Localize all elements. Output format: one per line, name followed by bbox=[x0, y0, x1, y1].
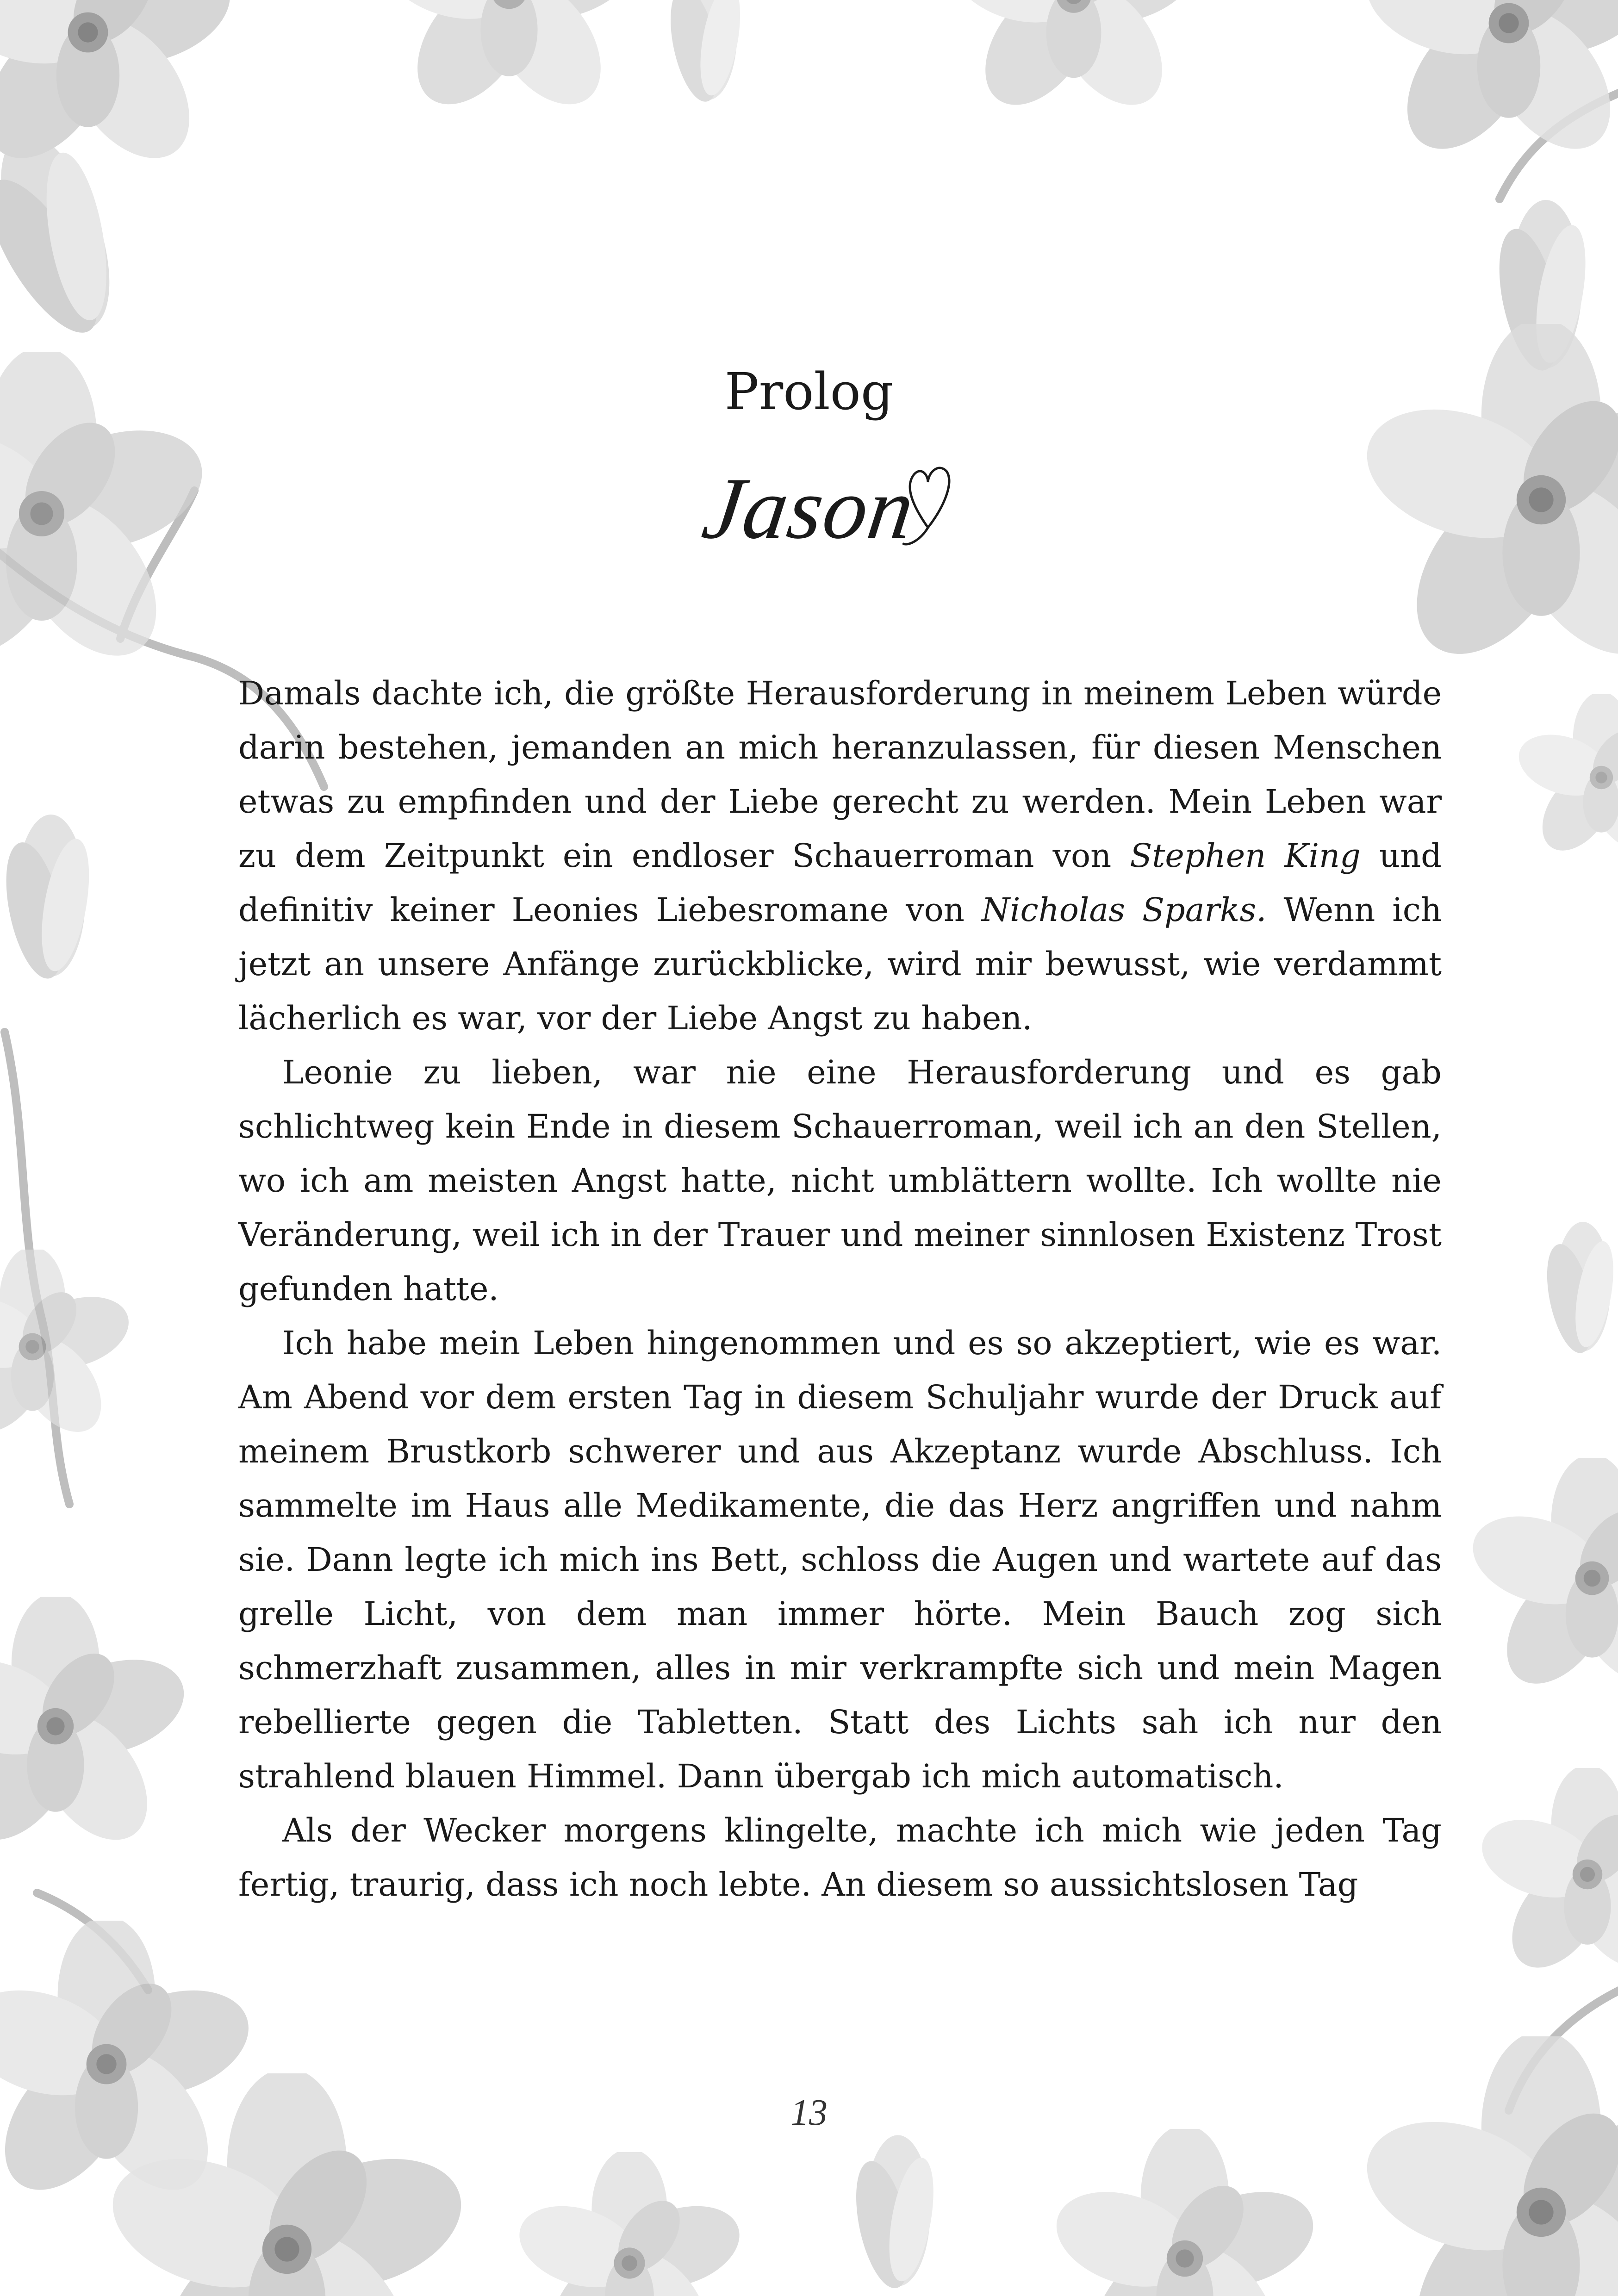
paragraph-2 bbox=[238, 1045, 1442, 1316]
paragraph-4-text: Als der Wecker morgens klingelte, machte ich mich wie jeden Tag fertig, traurig, dass ich noch lebte. An diesem so aussichtslosen Tag bbox=[238, 1811, 1442, 1904]
book-author-nicholas-sparks: Nicholas Sparks. bbox=[981, 891, 1267, 929]
paragraph-1-part-2: und definitiv keiner Leonies Liebesromane von bbox=[238, 837, 1442, 929]
paragraph-1 bbox=[238, 666, 1442, 1045]
heart-icon bbox=[902, 458, 953, 551]
paragraph-3-text: Ich habe mein Leben hingenommen und es so akzeptiert, wie es war. Am Abend vor dem ersten Tag in diesem Schuljahr wurde der Druck auf meinem Brustkorb schwerer und aus Akzeptanz wurde Abschluss. Ich sammelte im Haus alle Medikamente, die das Herz angriffen und nahm sie. Dann legte ich mich ins Bett, schloss die Augen und wartete auf das grelle Licht, von dem man immer hörte. Mein Bauch zog sich schmerzhaft zusammen, alles in mir verkrampfte sich und mein Magen rebellierte gegen die Tabletten. Statt des Lichts sah ich nur den strahlend blauen Himmel. Dann übergab ich mich automatisch. bbox=[238, 1324, 1442, 1795]
paragraph-2-text: Leonie zu lieben, war nie eine Herausforderung und es gab schlichtweg kein Ende in diesem Schauerroman, weil ich an den Stellen, wo ich am meisten Angst hatte, nicht umblättern wollte. Ich wollte nie Veränderung, weil ich in der Trauer und meiner sinnlosen Existenz Trost gefunden hatte. bbox=[238, 1053, 1442, 1308]
book-author-stephen-king: Stephen King bbox=[1130, 837, 1361, 875]
narrator-name: Jason bbox=[697, 460, 921, 557]
paragraph-4 bbox=[238, 1804, 1442, 1912]
paragraph-1-part-1: Damals dachte ich, die größte Herausforderung in meinem Leben würde darin bestehen, jemanden an mich heranzulassen, für diesen Menschen etwas zu empfinden und der Liebe gerecht zu werden. Mein Leben war zu dem Zeitpunkt ein endloser Schauerroman von bbox=[238, 674, 1442, 875]
paragraph-3 bbox=[238, 1316, 1442, 1804]
prologue-text bbox=[238, 666, 1442, 1912]
chapter-title: Prolog bbox=[724, 362, 894, 421]
chapter-narrator bbox=[0, 458, 1618, 569]
page-number: 13 bbox=[790, 2092, 828, 2133]
paragraph-1-part-3: Wenn ich jetzt an unsere Anfänge zurückblicke, wird mir bewusst, wie verdammt lächerlich es war, vor der Liebe Angst zu haben. bbox=[238, 891, 1442, 1037]
